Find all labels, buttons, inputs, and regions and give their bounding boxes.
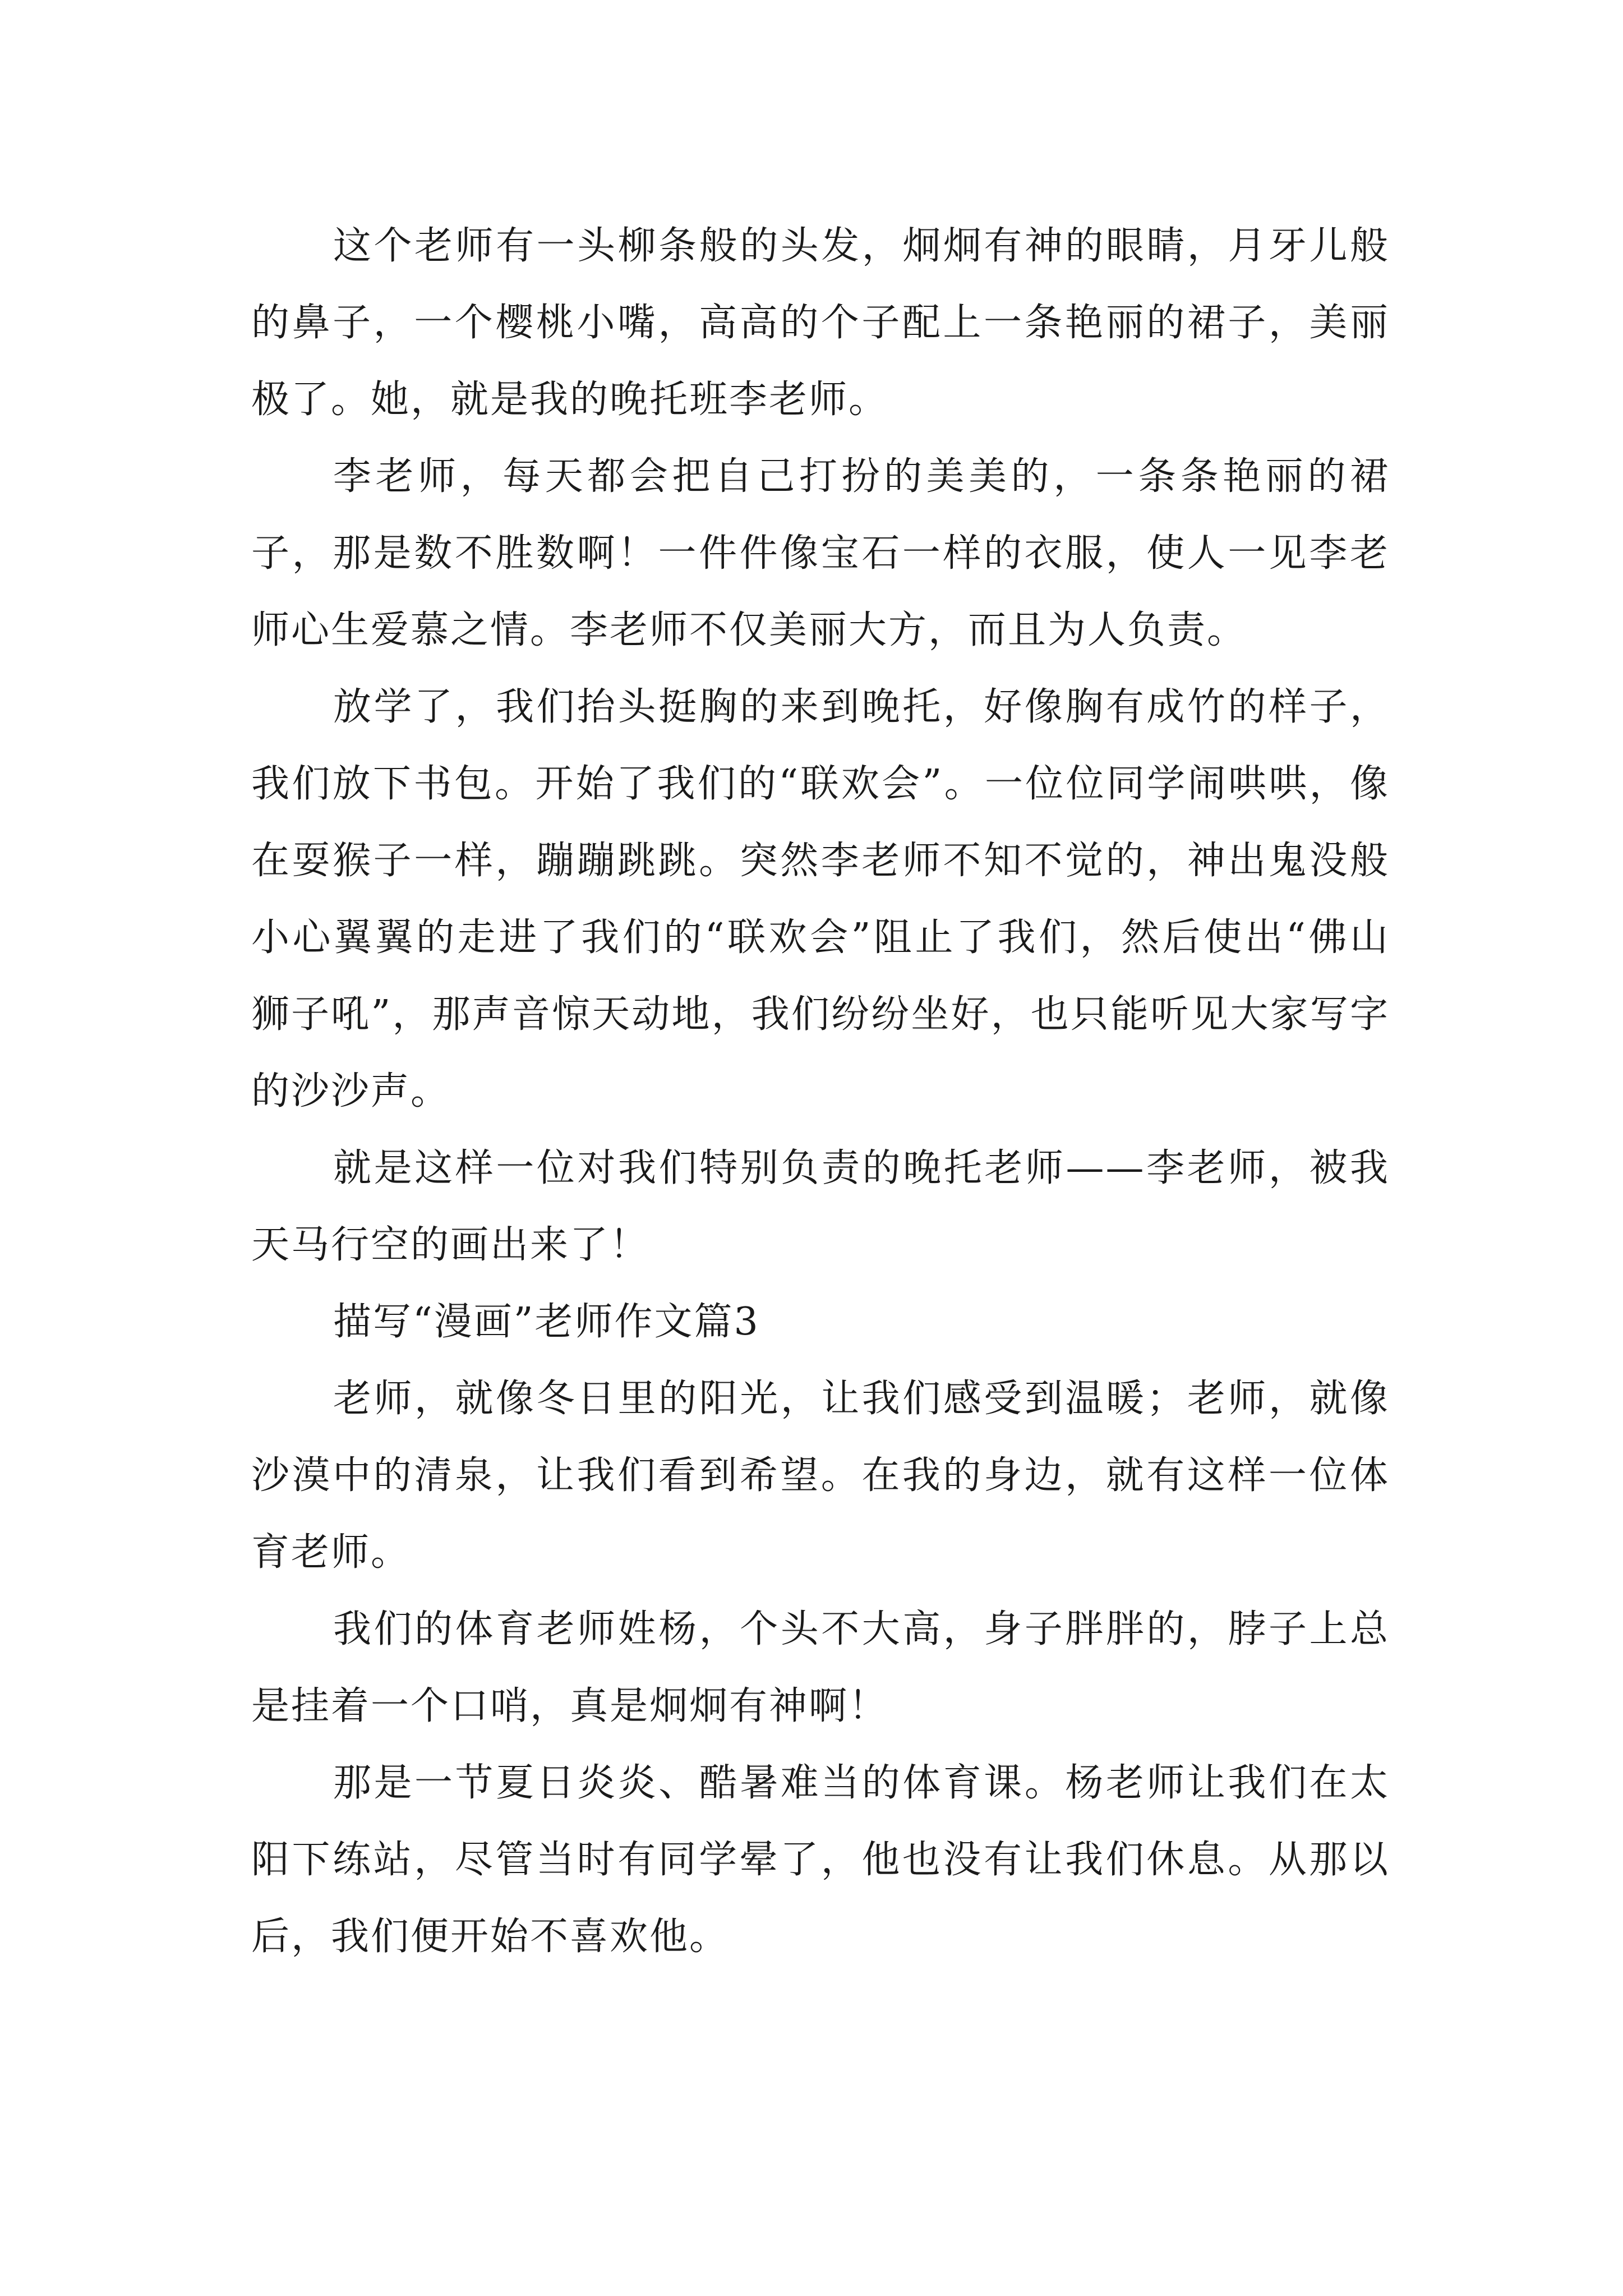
document-body [251, 208, 1390, 1975]
paragraph-3: 放学了，我们抬头挺胸的来到晚托，好像胸有成竹的样子，我们放下书包。开始了我们的“联欢会”。一位位同学闹哄哄，像在耍猴子一样，蹦蹦跳跳。突然李老师不知不觉的，神出鬼没般小心翼翼的走进了我们的“联欢会”阻止了我们，然后使出“佛山狮子吼”，那声音惊天动地，我们纷纷坐好，也只能听见大家写字的沙沙声。 [251, 685, 1390, 1114]
paragraph-2: 李老师，每天都会把自己打扮的美美的，一条条艳丽的裙子，那是数不胜数啊！一件件像宝石一样的衣服，使人一见李老师心生爱慕之情。李老师不仅美丽大方，而且为人负责。 [251, 454, 1390, 652]
paragraph-4: 就是这样一位对我们特别负责的晚托老师——李老师，被我天马行空的画出来了！ [251, 1146, 1390, 1267]
paragraph-6: 我们的体育老师姓杨，个头不大高，身子胖胖的，脖子上总是挂着一个口哨，真是炯炯有神啊！ [251, 1607, 1390, 1728]
paragraph-5: 老师，就像冬日里的阳光，让我们感受到温暖；老师，就像沙漠中的清泉，让我们看到希望。在我的身边，就有这样一位体育老师。 [251, 1377, 1390, 1575]
section-heading: 描写“漫画”老师作文篇3 [333, 1300, 760, 1344]
paragraph-7: 那是一节夏日炎炎、酷暑难当的体育课。杨老师让我们在太阳下练站，尽管当时有同学晕了，他也没有让我们休息。从那以后，我们便开始不喜欢他。 [251, 1761, 1390, 1959]
paragraph-1: 这个老师有一头柳条般的头发，炯炯有神的眼睛，月牙儿般的鼻子，一个樱桃小嘴，高高的个子配上一条艳丽的裙子，美丽极了。她，就是我的晚托班李老师。 [251, 224, 1390, 422]
